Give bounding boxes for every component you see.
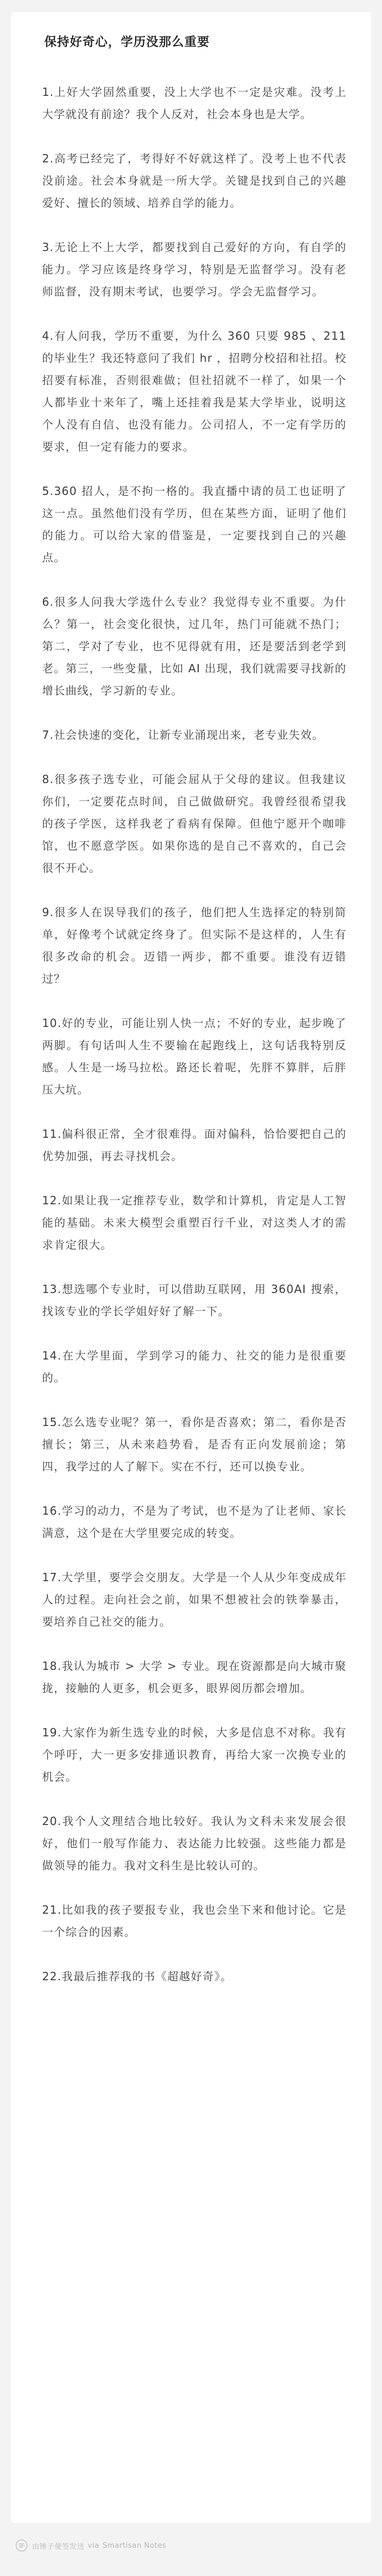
article-paragraph: 3.无论上不上大学，都要找到自己爱好的方向，有自学的能力。学习应该是终身学习，特别是无监督学习。没有老师监督，没有期末考试，也要学习。学会无监督学习。 <box>42 241 347 298</box>
footer-separator: via <box>87 2541 100 2550</box>
article-body <box>42 81 347 1987</box>
article-paragraph: 18.我认为城市 > 大学 > 专业。现在资源都是向大城市聚拢，接触的人更多，机会更多，眼界阅历都会增加。 <box>42 1659 347 1695</box>
article-paragraph: 11.偏科很正常，全才很难得。面对偏科，恰恰要把自己的优势加强，再去寻找机会。 <box>42 1127 347 1163</box>
article-title: 保持好奇心，学历没那么重要 <box>44 35 210 49</box>
article-paragraph: 16.学习的动力，不是为了考试，也不是为了让老师、家长满意，这个是在大学里要完成的转变。 <box>42 1504 347 1540</box>
note-card <box>11 12 371 2523</box>
article-paragraph: 20.我个人文理结合地比较好。我认为文科未来发展会很好，他们一般写作能力、表达能力比较强。这些能力都是做领导的能力。我对文科生是比较认可的。 <box>42 1815 347 1872</box>
article-paragraph: 15.怎么选专业呢？第一，看你是否喜欢；第二，看你是否擅长；第三，从未来趋势看，是否有正向发展前途；第四，我学过的人了解下。实在不行，还可以换专业。 <box>42 1415 347 1473</box>
footer-attribution <box>16 2538 166 2553</box>
article-paragraph: 5.360 招人，是不拘一格的。我直播中请的员工也证明了这一点。虽然他们没有学历，但在某些方面，证明了他们的能力。可以给大家的借鉴是，一定要找到自己的兴趣点。 <box>42 484 347 564</box>
article-paragraph: 8.很多孩子选专业，可能会屈从于父母的建议。但我建议你们，一定要花点时间，自己做做研究。我曾经很希望我的孩子学医，这样我老了看病有保障。但他宁愿开个咖啡馆，也不愿意学医。如果你选的是自己不喜欢的，自己会很不开心。 <box>42 773 347 875</box>
article-paragraph: 21.比如我的孩子要报专业，我也会坐下来和他讨论。它是一个综合的因素。 <box>42 1903 347 1939</box>
article-paragraph: 6.很多人问我大学选什么专业？我觉得专业不重要。为什么？第一，社会变化很快，过几年，热门可能就不热门；第二，学对了专业，也不见得就有用，还是要活到老学到老。第三，一些变量，比如 AI 出现，我们就需要寻找新的增长曲线，学习新的专业。 <box>42 595 347 697</box>
article-paragraph: 2.高考已经完了，考得好不好就这样了。没考上也不代表没前途。社会本身就是一所大学。关键是找到自己的兴趣爱好、擅长的领域、培养自学的能力。 <box>42 152 347 209</box>
article-paragraph: 13.想选哪个专业时，可以借助互联网，用 360AI 搜索，找该专业的学长学姐好好了解一下。 <box>42 1282 347 1318</box>
article-paragraph: 14.在大学里面，学到学习的能力、社交的能力是很重要的。 <box>42 1349 347 1384</box>
article-paragraph: 17.大学里，要学会交朋友。大学是一个人从少年变成成年人的过程。走向社会之前，如果不想被社会的铁拳暴击，要培养自己社交的能力。 <box>42 1571 347 1628</box>
article-paragraph: 1.上好大学固然重要，没上大学也不一定是灾难。没考上大学就没有前途？我个人反对，社会本身也是大学。 <box>42 85 347 121</box>
footer-app-name-en: Smartisan Notes <box>102 2541 167 2550</box>
article-paragraph: 22.我最后推荐我的书《超越好奇》。 <box>42 1970 233 1983</box>
article-paragraph: 9.很多人在误导我们的孩子，他们把人生选择定的特别简单，好像考个试就定终身了。但实际不是这样的，人生有很多改命的机会。迈错一两步，都不重要。谁没有迈错过？ <box>42 906 347 985</box>
article-paragraph: 10.好的专业，可能让别人快一点；不好的专业，起步晚了两脚。有句话叫人生不要输在起跑线上，这句话我特别反感。人生是一场马拉松。路还长着呢，先胖不算胖，后胖压大坑。 <box>42 1016 347 1096</box>
footer-app-name: 由锤子便签发送 <box>32 2542 85 2551</box>
article-paragraph: 12.如果让我一定推荐专业，数学和计算机，肯定是人工智能的基础。未来大模型会重塑百行千业，对这类人才的需求肯定很大。 <box>42 1194 347 1251</box>
notes-app-logo-icon <box>16 2539 28 2552</box>
article-paragraph: 19.大家作为新生选专业的时候，大多是信息不对称。我有个呼吁，大一更多安排通识教育，再给大家一次换专业的机会。 <box>42 1726 347 1783</box>
article-paragraph: 7.社会快速的变化，让新专业涌现出来，老专业失效。 <box>42 728 324 742</box>
article-paragraph: 4.有人问我，学历不重要，为什么 360 只要 985 、211 的毕业生？我还特意问了我们 hr ，招聘分校招和社招。校招要有标准，否则很难做；但社招就不一样了，如果一个人都毕业十来年了，嘴上还挂着我是某大学毕业，说明这个人没有自信、也没有能力。公司招人，不一定有学历的要求，但一定有能力的要求。 <box>42 329 347 453</box>
